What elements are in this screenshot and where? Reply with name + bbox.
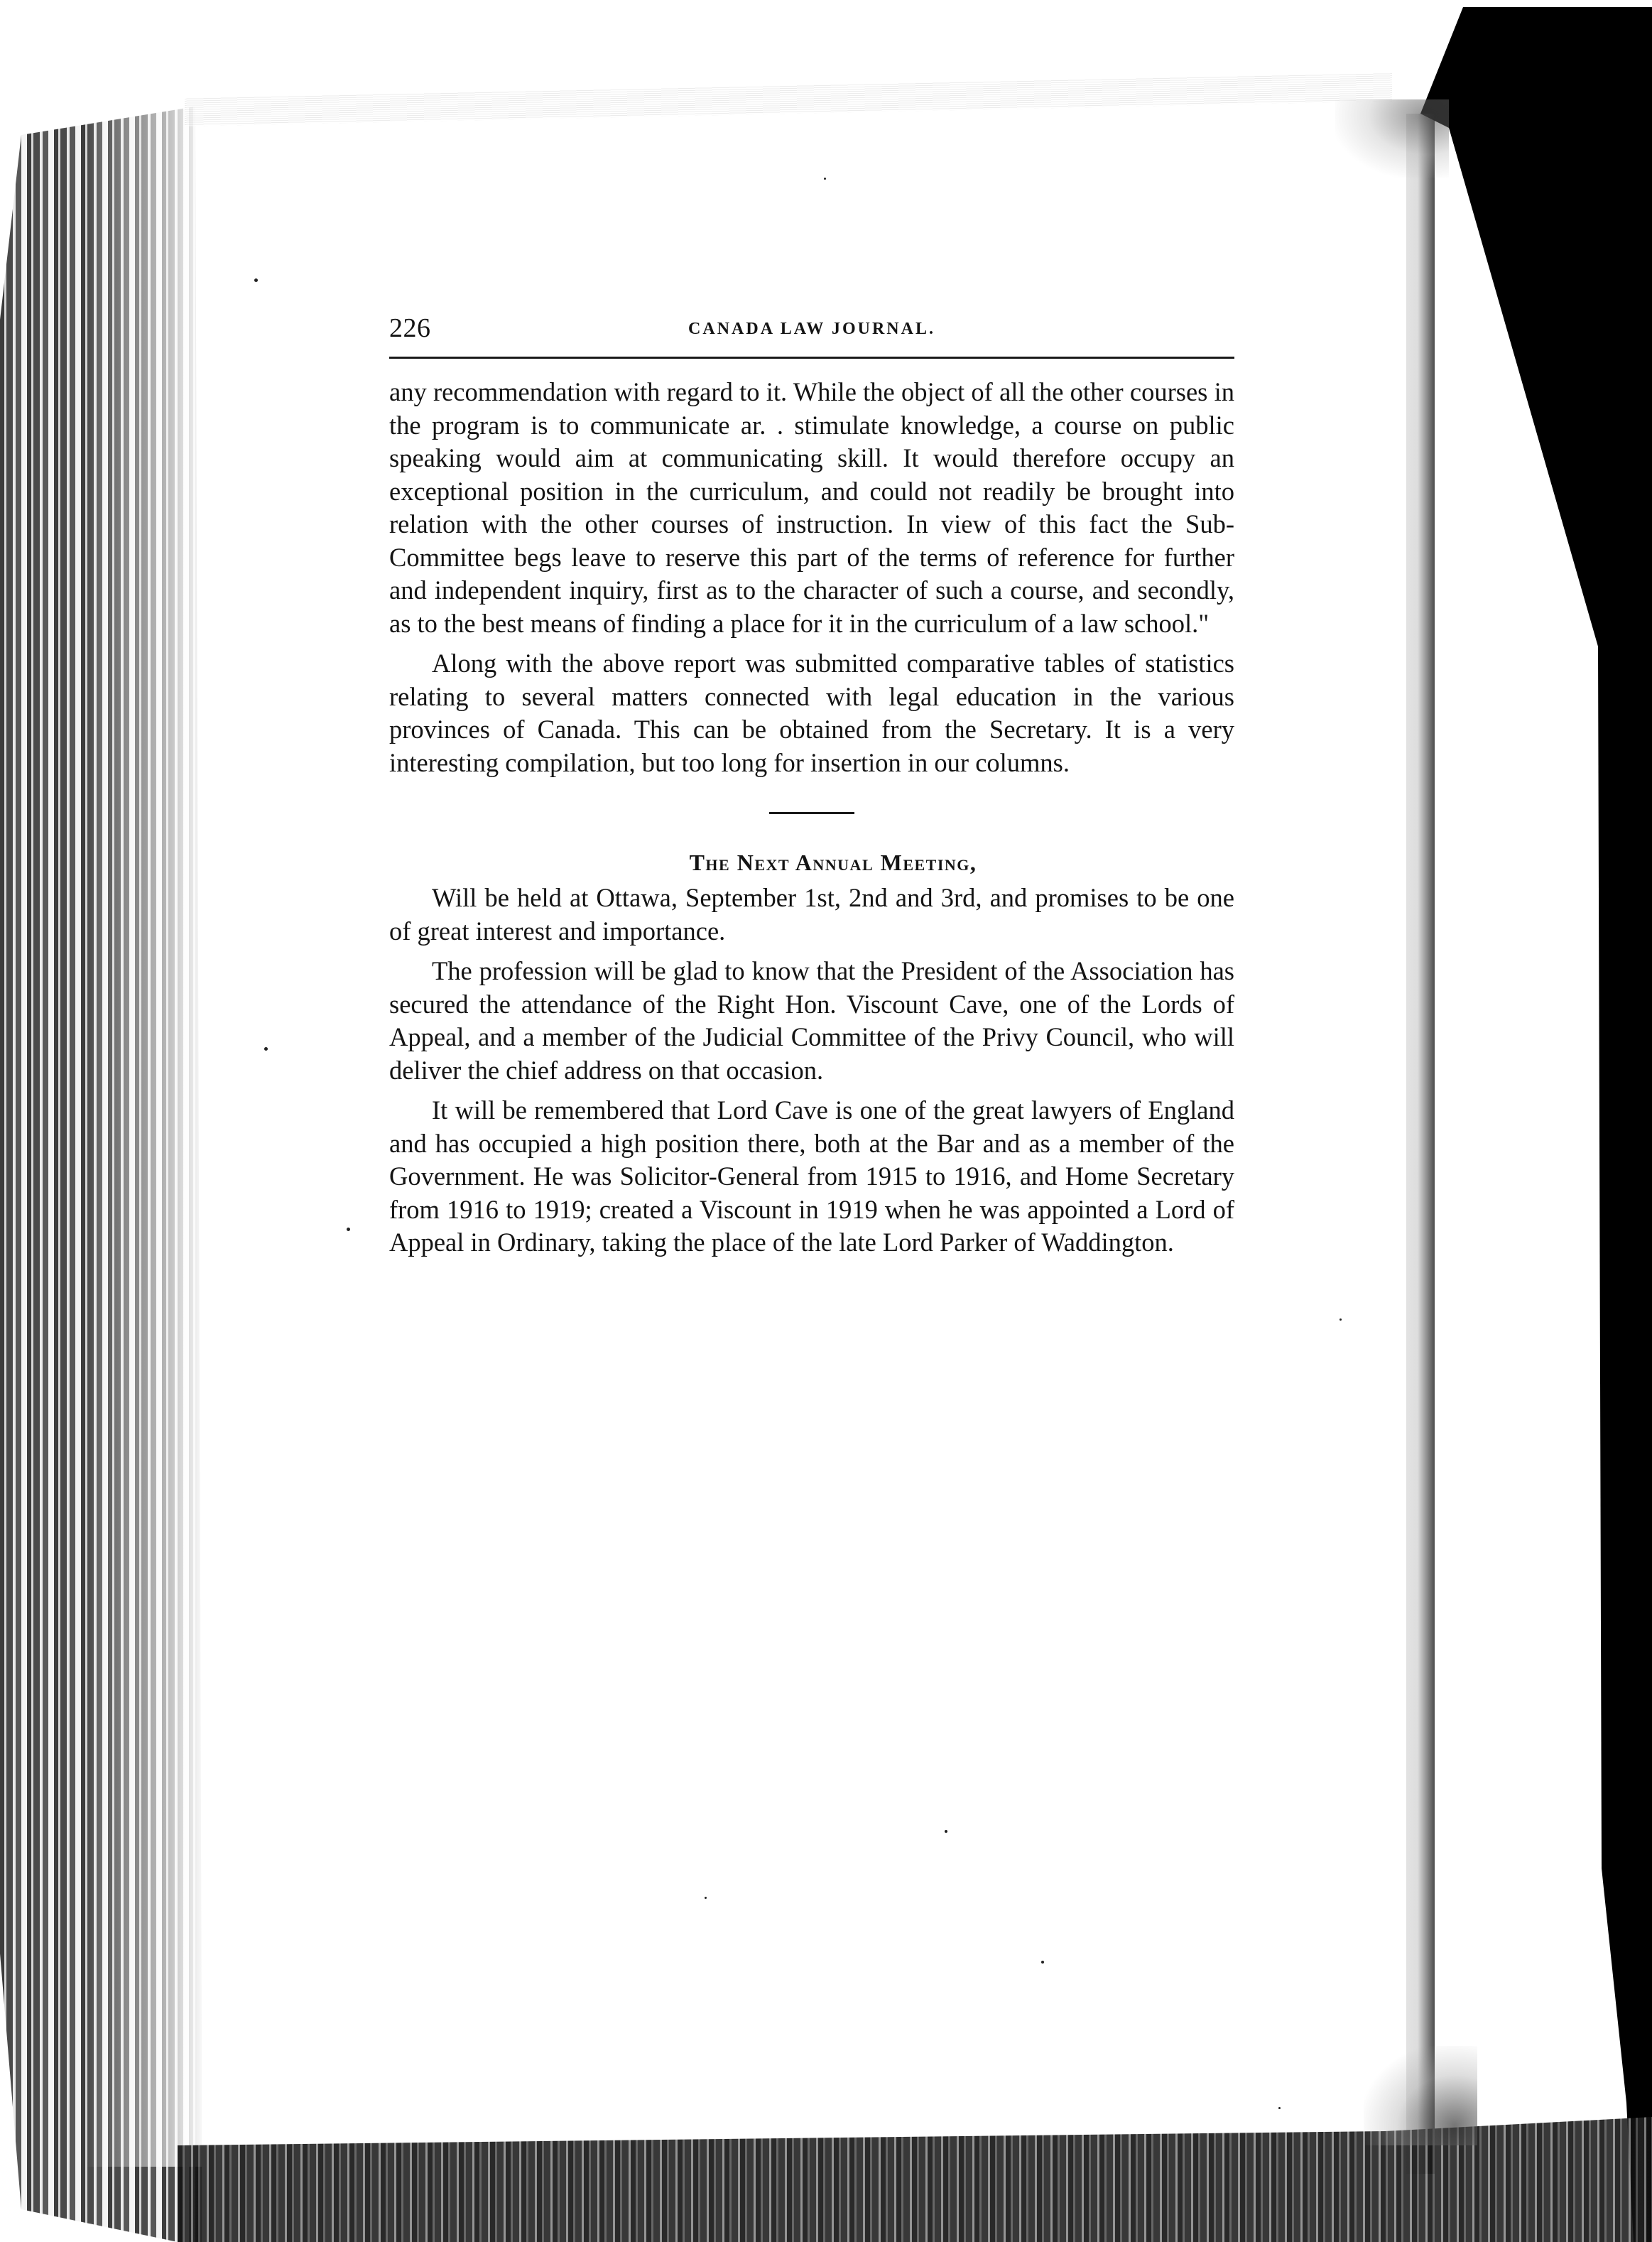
paragraph-president: The profession will be glad to know that the President of the Association has secured the attendance of the Right Hon. Viscount Cave, one of the Lords of Appeal, and a member of the Judicial Committee of the Privy Council, who will deliver the chief address on that occasion. bbox=[389, 956, 1234, 1085]
scan-speck bbox=[1339, 1318, 1342, 1321]
paragraph-meeting: Will be held at Ottawa, September 1st, 2nd and 3rd, and promises to be one of great interest and importance. bbox=[389, 883, 1234, 946]
scan-speck bbox=[347, 1228, 350, 1231]
document-page bbox=[389, 313, 1234, 1260]
scan-edge-right-shadow bbox=[1349, 114, 1435, 2174]
scan-speck bbox=[824, 178, 826, 180]
scan-edge-left-fade bbox=[85, 107, 206, 2167]
scan-corner-top-right bbox=[1335, 99, 1449, 178]
section-heading: The Next Annual Meeting, bbox=[689, 850, 977, 875]
scan-speck bbox=[705, 1897, 707, 1899]
running-head bbox=[389, 313, 1234, 352]
scan-speck bbox=[264, 1047, 268, 1051]
paragraph-continued: any recommendation with regard to it. While the object of all the other courses in the program is to communicate ar. . stimulate knowledge, a course on public speaking would aim at communicating skill. It would therefore occupy an exceptional position in the curriculum, and could not readily be brought into relation with the other courses of instruction. In view of this fact the Sub-Committee begs leave to reserve this part of the terms of reference for further and independent inquiry, first as to the character of such a course, and secondly, as to the best means of finding a place for it in the curriculum of a law school." bbox=[389, 377, 1234, 638]
paragraph-statistics: Along with the above report was submitted comparative tables of statistics relating to several matters connected with legal education in the various provinces of Canada. This can be obtained from the Secretary. It is a very interesting compilation, but too long for insertion in our columns. bbox=[389, 649, 1234, 777]
header-rule bbox=[389, 357, 1234, 359]
scan-speck bbox=[254, 278, 258, 282]
scan-speck bbox=[1041, 1961, 1044, 1964]
scan-speck bbox=[945, 1830, 947, 1833]
page-number: 226 bbox=[389, 313, 431, 343]
scan-corner-bottom-right bbox=[1364, 2046, 1477, 2145]
paragraph-lord-cave: It will be remembered that Lord Cave is one of the great lawyers of England and has occupied a high position there, both at the Bar and as a member of the Government. He was Solicitor-General from 1915 to 1916, and Home Secretary from 1916 to 1919; created a Viscount in 1919 when he was appointed a Lord of Appeal in Ordinary, taking the place of the late Lord Parker of Waddington. bbox=[389, 1095, 1234, 1257]
journal-title: CANADA LAW JOURNAL. bbox=[688, 320, 935, 338]
scan-speck bbox=[1278, 2107, 1281, 2109]
section-divider bbox=[769, 812, 854, 814]
scan-edge-right bbox=[1420, 7, 1652, 2242]
scan-edge-top bbox=[185, 72, 1392, 126]
